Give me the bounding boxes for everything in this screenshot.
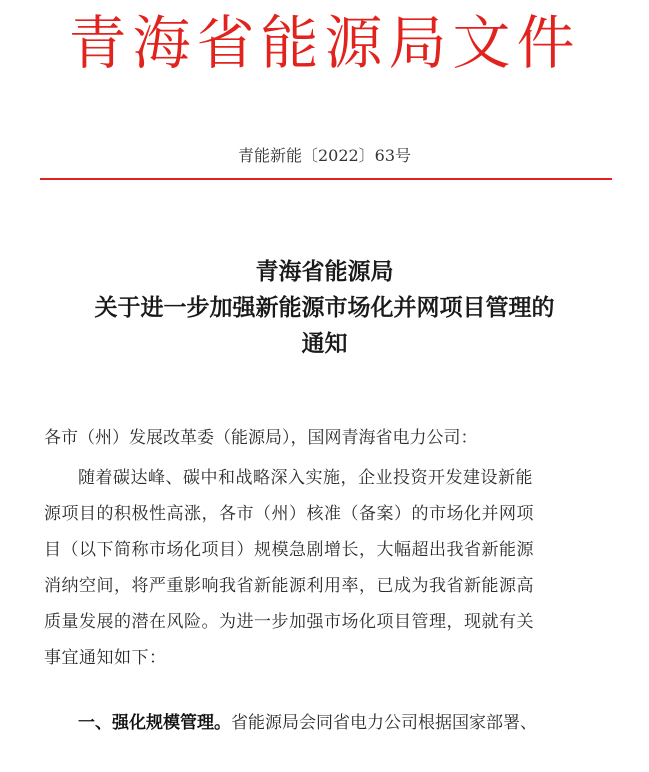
title-line-3: 通知 — [301, 331, 348, 357]
body-line: 目（以下简称市场化项目）规模急剧增长，大幅超出我省新能源 — [44, 540, 534, 560]
section-1-heading: 一、强化规模管理。 — [78, 713, 231, 733]
body-line: 源项目的积极性高涨，各市（州）核准（备案）的市场化并网项 — [44, 504, 534, 524]
document-masthead: 青海省能源局文件 — [68, 9, 581, 77]
document-title — [20, 254, 629, 362]
body-line: 事宜通知如下： — [44, 648, 167, 668]
title-line-2: 关于进一步加强新能源市场化并网项目管理的 — [94, 295, 555, 321]
red-separator-line — [40, 178, 612, 180]
document-number: 青能新能〔2022〕63号 — [237, 146, 412, 165]
body-paragraph — [44, 460, 610, 676]
title-line-1: 青海省能源局 — [255, 259, 394, 285]
body-line: 质量发展的潜在风险。为进一步加强市场化项目管理，现就有关 — [44, 612, 534, 632]
body-line: 消纳空间，将严重影响我省新能源利用率，已成为我省新能源高 — [44, 576, 534, 596]
body-line: 随着碳达峰、碳中和战略深入实施，企业投资开发建设新能 — [78, 468, 533, 488]
section-1 — [44, 708, 610, 738]
addressee-line: 各市（州）发展改革委（能源局），国网青海省电力公司： — [44, 428, 478, 448]
section-1-text: 省能源局会同省电力公司根据国家部署、 — [231, 713, 537, 733]
